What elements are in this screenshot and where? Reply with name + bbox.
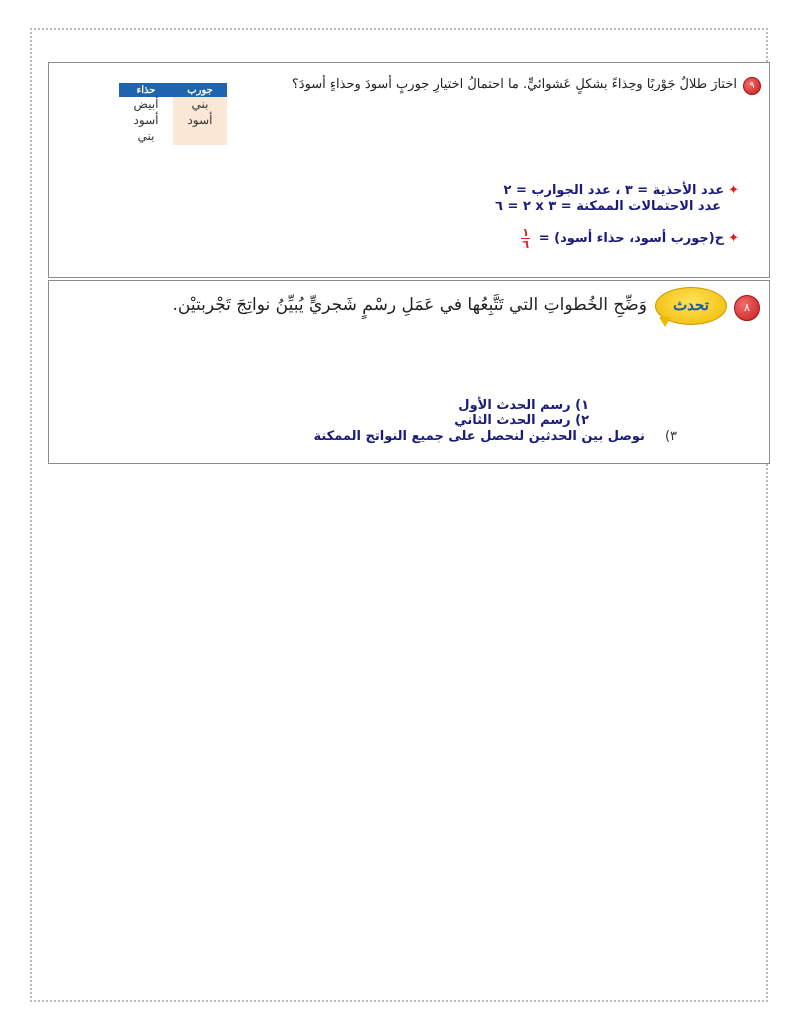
table-header-socks: جورب	[173, 83, 227, 97]
question-8-text: وَضِّحِ الخُطواتِ التي تَتَّبِعُها في عَمَلِ رسْمٍ شَجريٍّ يُبيِّنُ نواتِجَ تَجْربتيْن.	[172, 295, 647, 315]
step-text: نوصل بين الحدثين لنحصل على جميع النواتج الممكنة	[313, 429, 645, 444]
solution-text: ح(جورب أسود، حذاء أسود) =	[538, 231, 725, 246]
solution-line-1	[504, 183, 739, 198]
solution-line-2: عدد الاحتمالات الممكنة = ٣ x ٢ = ٦	[495, 199, 721, 214]
table-cell: أسود	[133, 113, 159, 127]
table-cell	[173, 129, 227, 145]
solution-line-3	[521, 227, 739, 250]
table-header-shoes: حذاء	[119, 83, 173, 97]
options-table	[119, 83, 227, 145]
bubble-tail	[659, 317, 671, 327]
diamond-bullet-icon: ✦	[728, 231, 739, 246]
question-9-box	[48, 62, 770, 278]
fraction-numerator: ١	[522, 226, 530, 239]
diamond-bullet-icon: ✦	[728, 183, 739, 198]
fraction	[521, 227, 530, 250]
answer-step-2: ٢) رسم الحدث الثاني	[454, 413, 589, 428]
question-number-badge: ٨	[734, 295, 760, 321]
question-9-text: اختارَ طلالٌ جَوْربًا وحِذاءً بشكلٍ عَشوائيٍّ. ما احتمالُ اختيارِ جوربٍ أسودَ وحذاءٍ أسودَ؟	[291, 77, 737, 92]
fraction-denominator: ٦	[522, 238, 530, 251]
solution-text: عدد الأحذية = ٣ ، عدد الجوارب = ٢	[503, 183, 725, 198]
discuss-bubble-icon: تحدث	[655, 287, 727, 325]
question-number-badge: ٩	[743, 77, 761, 95]
answer-step-3	[313, 429, 677, 444]
table-cell: أسود	[173, 113, 227, 129]
answer-step-1: ١) رسم الحدث الأول	[458, 398, 589, 413]
question-8-box	[48, 280, 770, 464]
table-cell: أبيض	[133, 97, 159, 111]
step-number: ٣)	[664, 429, 677, 444]
table-cell: بني	[173, 97, 227, 113]
table-cell: بني	[137, 129, 155, 143]
